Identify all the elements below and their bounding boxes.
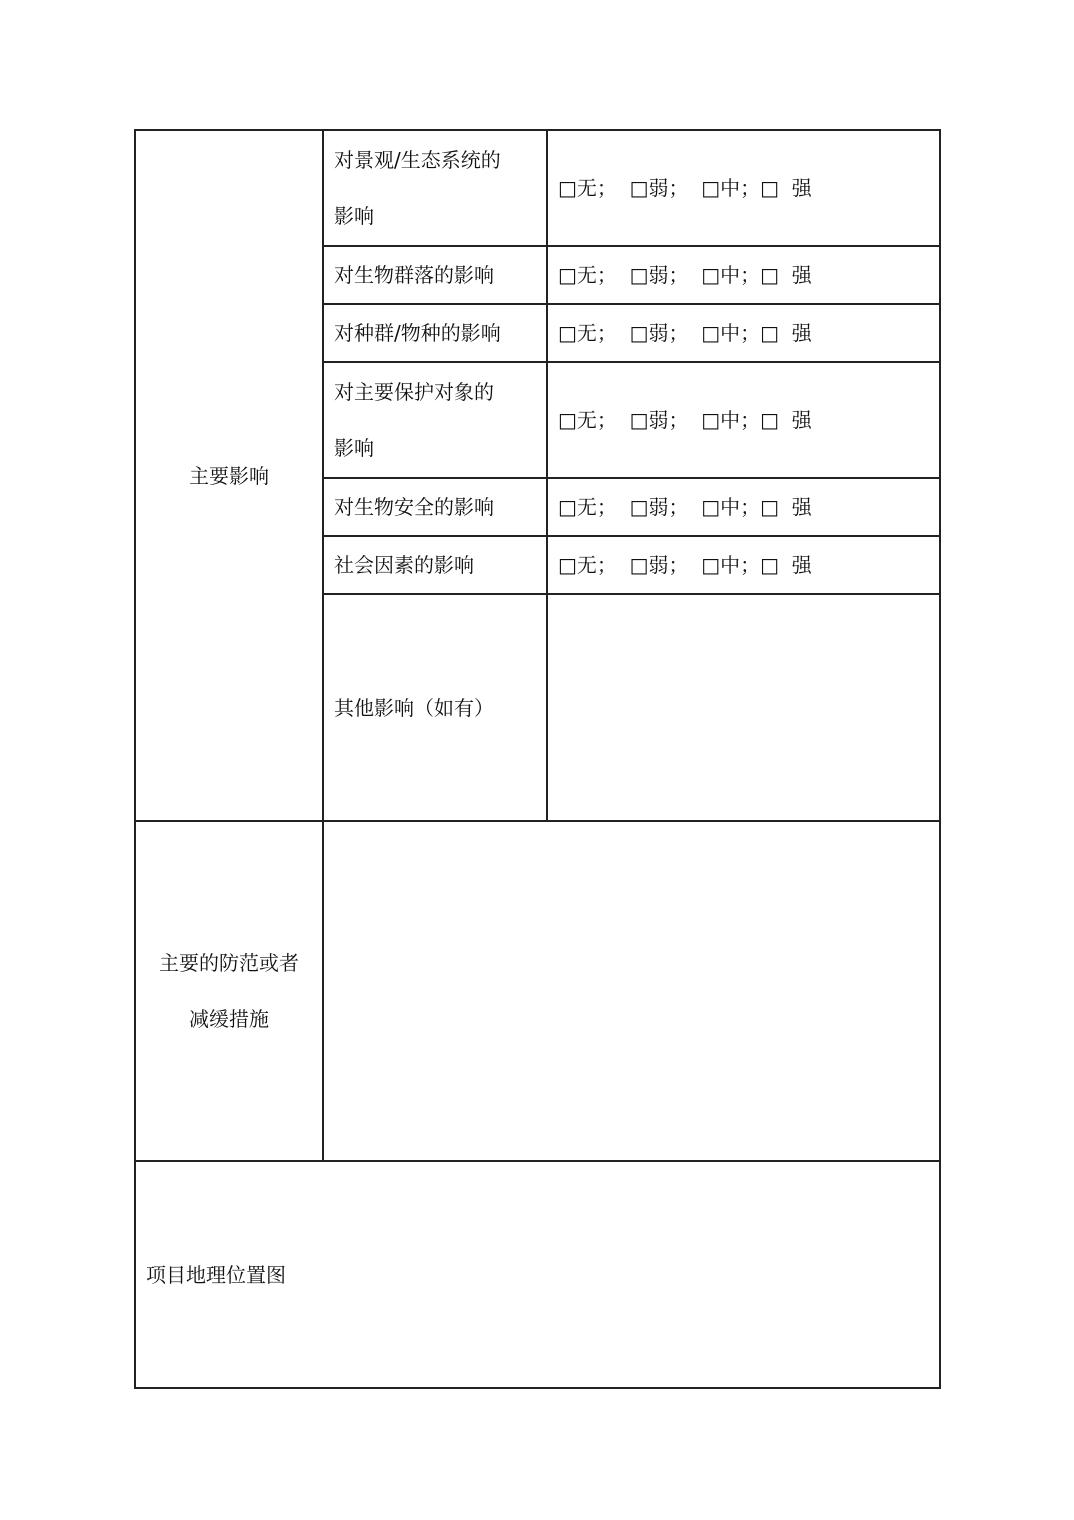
measures-label-cell [135, 821, 323, 1161]
row-label-cell [323, 536, 547, 594]
main-impact-label: 主要影响 [189, 463, 269, 488]
impact-options-species[interactable]: □无； □弱； □中；□ 强 [558, 321, 812, 345]
row-label-community: 对生物群落的影响 [334, 263, 494, 287]
row-label-protected-line1: 对主要保护对象的 [334, 380, 494, 404]
options-cell-social[interactable] [547, 536, 940, 594]
row-label-landscape-line2: 影响 [334, 204, 374, 228]
row-label-cell [323, 594, 547, 821]
location-map-cell[interactable] [135, 1161, 940, 1388]
measures-input-cell[interactable] [323, 821, 940, 1161]
impact-options-community[interactable]: □无； □弱； □中；□ 强 [558, 263, 812, 287]
options-cell-biosafety[interactable] [547, 478, 940, 536]
options-cell-species[interactable] [547, 304, 940, 362]
impact-assessment-table [134, 129, 941, 1389]
row-label-cell [323, 304, 547, 362]
row-label-other: 其他影响（如有） [334, 695, 494, 720]
impact-options-landscape[interactable]: □无； □弱； □中；□ 强 [558, 176, 812, 200]
row-label-biosafety: 对生物安全的影响 [334, 495, 494, 519]
row-label-cell [323, 130, 547, 246]
row-label-species: 对种群/物种的影响 [334, 321, 501, 345]
other-impact-input-cell[interactable] [547, 594, 940, 821]
row-label-protected-line2: 影响 [334, 436, 374, 460]
options-cell-community[interactable] [547, 246, 940, 304]
impact-options-social[interactable]: □无； □弱； □中；□ 强 [558, 553, 812, 577]
row-label-cell [323, 246, 547, 304]
options-cell-landscape[interactable] [547, 130, 940, 246]
row-label-cell [323, 478, 547, 536]
row-label-landscape-line1: 对景观/生态系统的 [334, 148, 501, 172]
location-map-label: 项目地理位置图 [146, 1262, 286, 1287]
measures-label-line1: 主要的防范或者 [159, 951, 299, 975]
options-cell-protected[interactable] [547, 362, 940, 478]
row-label-social: 社会因素的影响 [334, 553, 474, 577]
row-label-cell [323, 362, 547, 478]
measures-label-line2: 减缓措施 [189, 1007, 269, 1031]
main-impact-label-cell [135, 130, 323, 821]
impact-options-biosafety[interactable]: □无； □弱； □中；□ 强 [558, 495, 812, 519]
impact-options-protected[interactable]: □无； □弱； □中；□ 强 [558, 408, 812, 432]
